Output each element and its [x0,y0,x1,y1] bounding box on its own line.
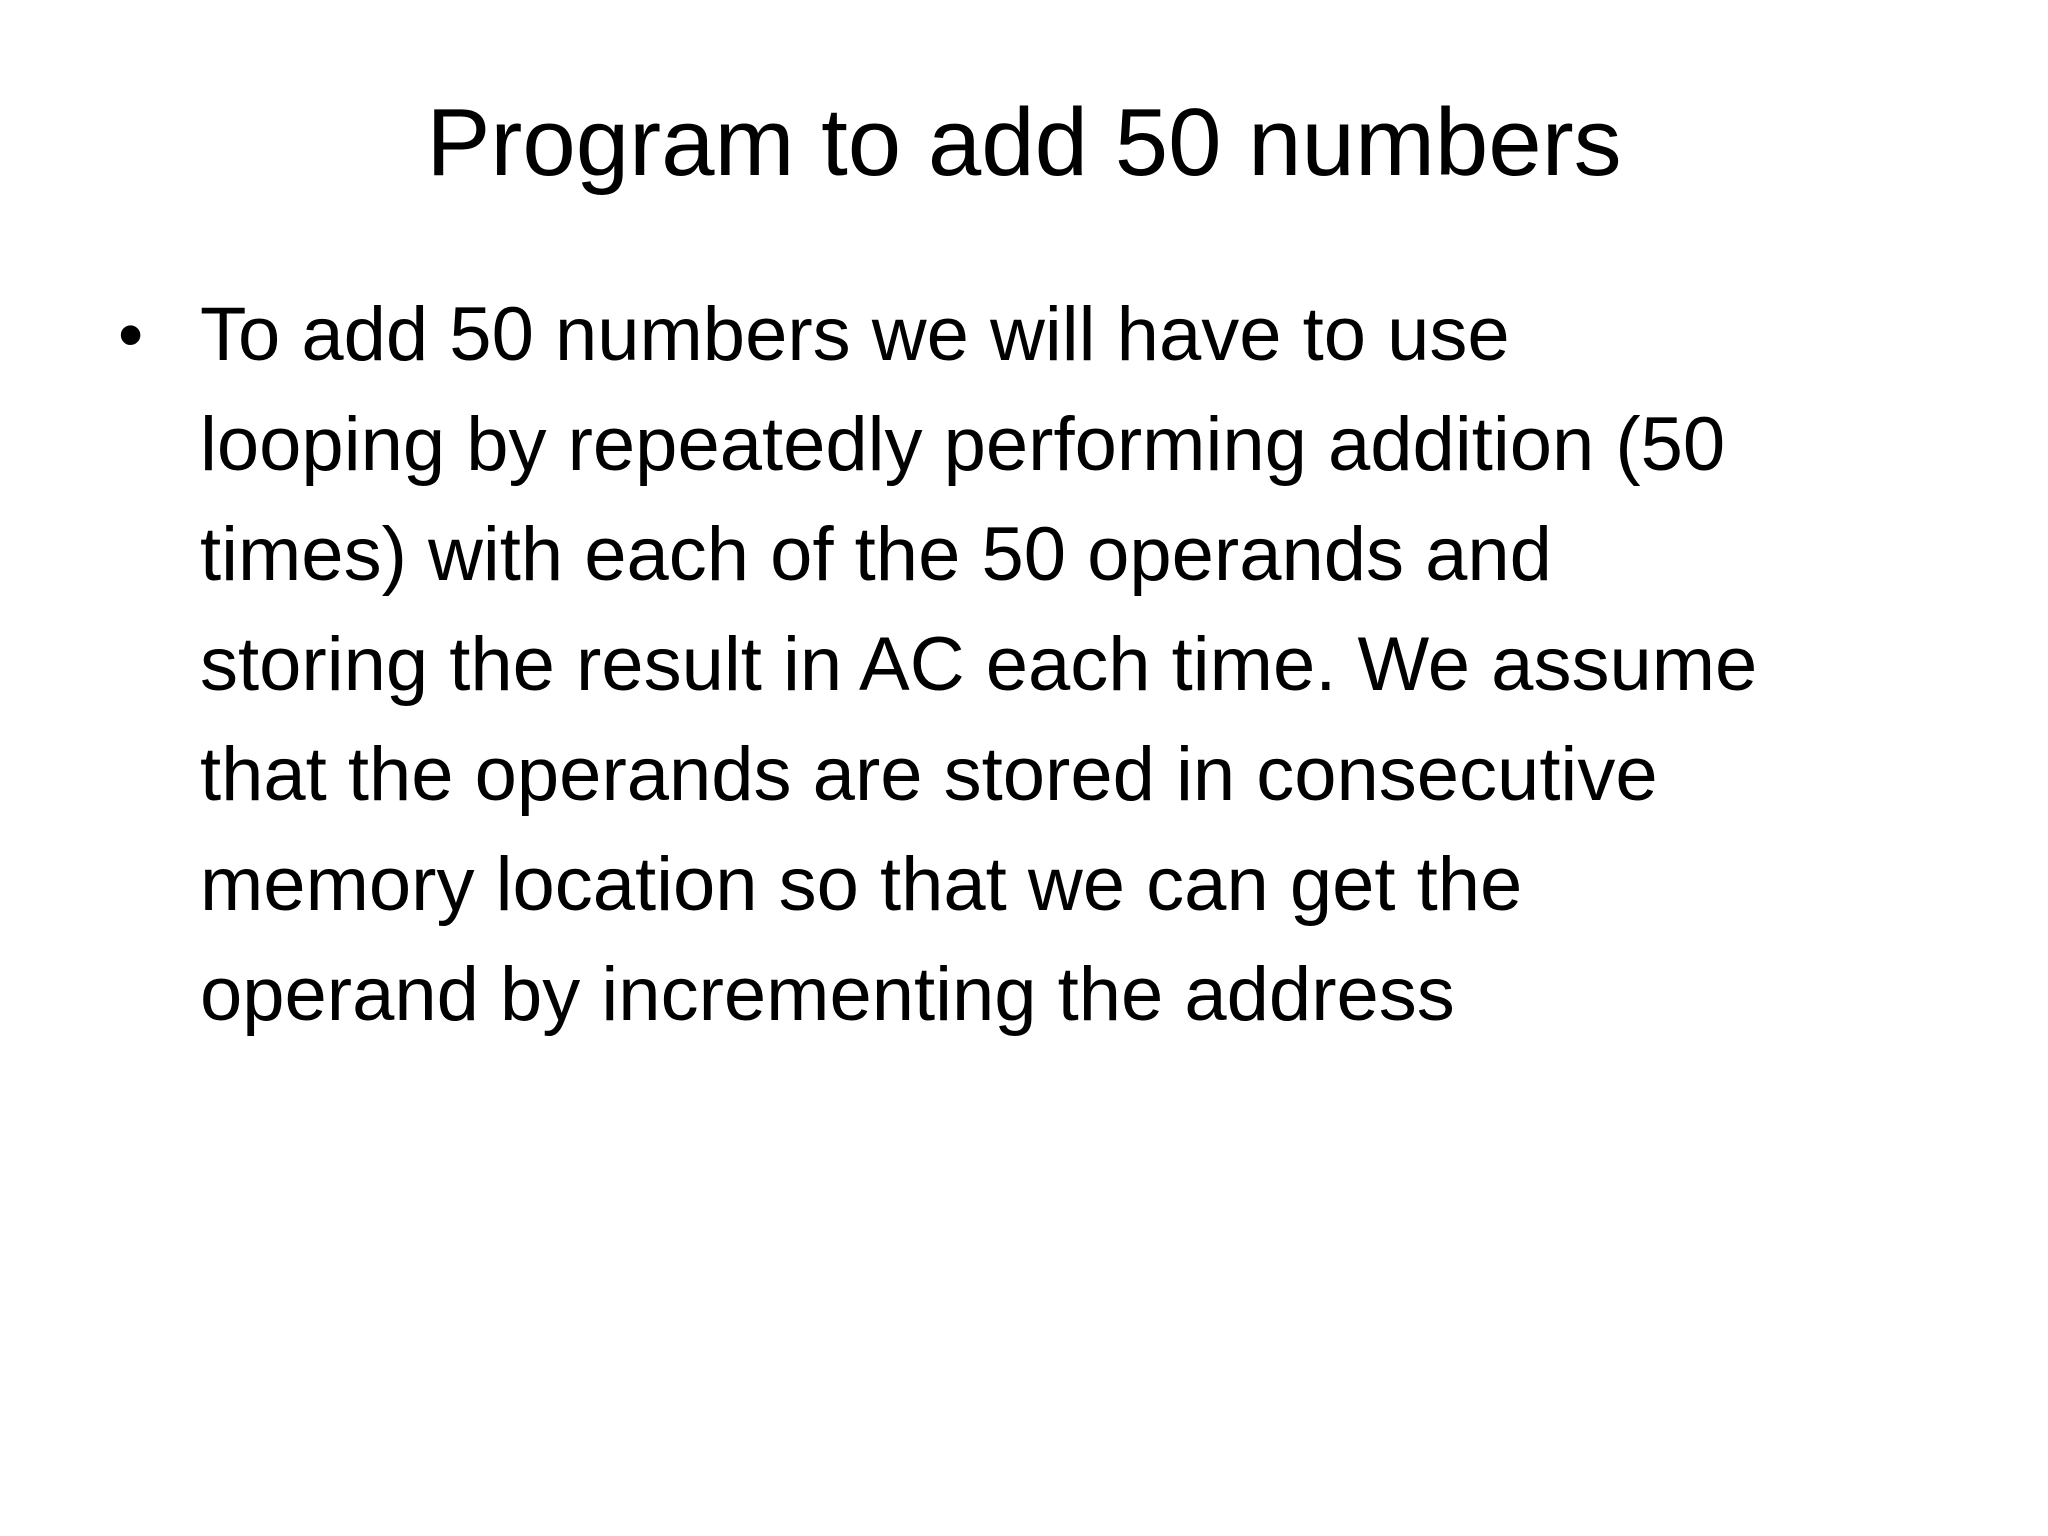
bullet-icon: • [118,295,144,375]
bullet-item [0,280,2048,1050]
bullet-text-line: storing the result in AC each time. We assume [200,622,1758,707]
bullet-text-line: operand by incrementing the address [200,952,1455,1037]
bullet-list [0,280,2048,1050]
slide-title: Program to add 50 numbers [426,89,1622,196]
bullet-text-line: that the operands are stored in consecutive [200,732,1658,817]
bullet-text-line: looping by repeatedly performing addition (50 [200,402,1726,487]
bullet-text-line: To add 50 numbers we will have to use [200,292,1510,377]
bullet-text-line: times) with each of the 50 operands and [200,512,1552,597]
bullet-text-line: memory location so that we can get the [200,842,1523,927]
